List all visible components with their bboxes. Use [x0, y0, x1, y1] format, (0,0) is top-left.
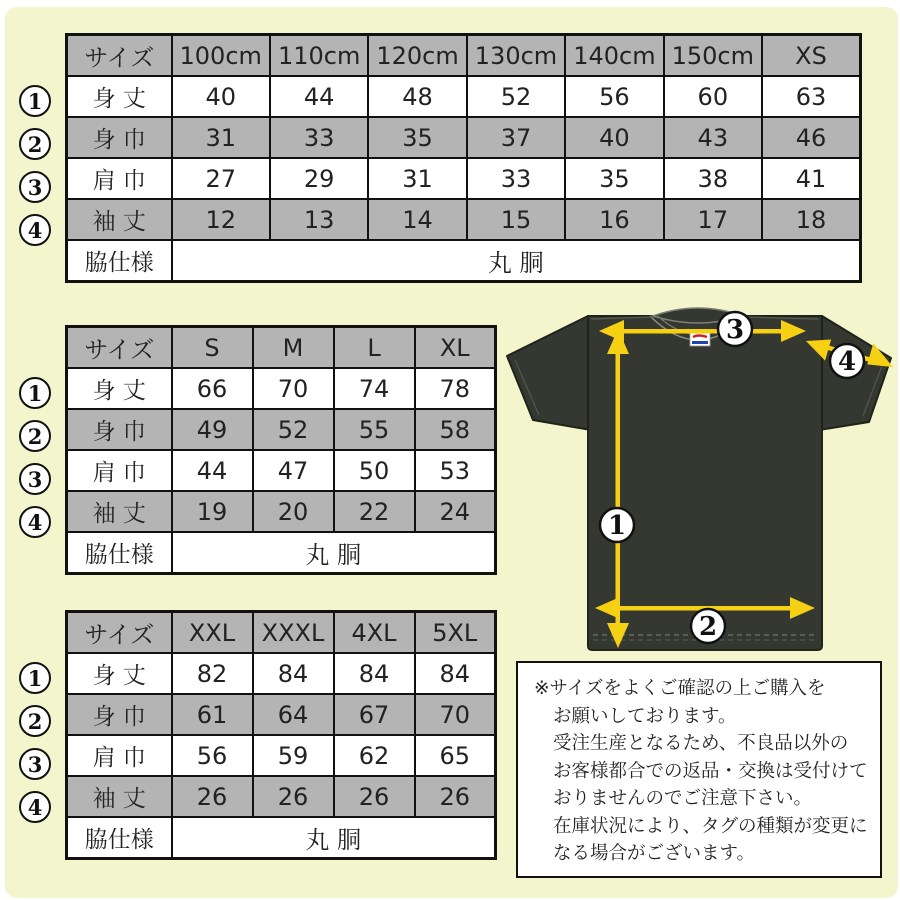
header-cell: サイズ — [67, 612, 172, 654]
value-cell: 17 — [664, 199, 762, 240]
value-cell: 84 — [334, 653, 415, 694]
value-cell: 41 — [762, 158, 860, 199]
value-cell: 67 — [334, 694, 415, 735]
value-cell: 26 — [334, 776, 415, 817]
callout-2 — [691, 609, 725, 643]
value-cell: 60 — [664, 76, 762, 117]
value-cell: 47 — [253, 450, 334, 491]
value-cell: 44 — [172, 450, 253, 491]
value-cell: 18 — [762, 199, 860, 240]
value-cell: 40 — [565, 117, 663, 158]
size-table-adult — [27, 325, 497, 575]
header-cell: 130cm — [467, 35, 565, 77]
table-header-row — [67, 327, 496, 369]
table-row — [67, 735, 496, 776]
value-cell: 58 — [415, 409, 496, 450]
row-label-cell: 袖 丈 — [67, 776, 172, 817]
table-row — [67, 76, 861, 117]
value-cell: 70 — [253, 368, 334, 409]
row-label-cell: 肩 巾 — [67, 158, 172, 199]
tshirt-diagram-svg — [495, 298, 900, 660]
table-header-row — [67, 612, 496, 654]
value-cell: 26 — [253, 776, 334, 817]
value-cell: 64 — [253, 694, 334, 735]
value-cell: 82 — [172, 653, 253, 694]
footer-label-cell: 脇仕様 — [67, 240, 172, 282]
row-marker-circle: 2 — [19, 420, 51, 452]
header-cell: XS — [762, 35, 860, 77]
table-row — [67, 199, 861, 240]
row-label-cell: 身 丈 — [67, 76, 172, 117]
header-cell: 100cm — [172, 35, 270, 77]
row-label-cell: 身 巾 — [67, 117, 172, 158]
value-cell: 78 — [415, 368, 496, 409]
value-cell: 14 — [368, 199, 466, 240]
tshirt-left-sleeve — [507, 316, 591, 430]
value-cell: 55 — [334, 409, 415, 450]
value-cell: 65 — [415, 735, 496, 776]
value-cell: 24 — [415, 491, 496, 532]
footer-label-cell: 脇仕様 — [67, 817, 172, 859]
callout-3 — [718, 312, 752, 346]
value-cell: 15 — [467, 199, 565, 240]
value-cell: 63 — [762, 76, 860, 117]
value-cell: 19 — [172, 491, 253, 532]
value-cell: 62 — [334, 735, 415, 776]
table-row — [67, 776, 496, 817]
value-cell: 56 — [565, 76, 663, 117]
svg-text:4: 4 — [837, 347, 857, 377]
size-table — [65, 610, 497, 860]
note-line: お願いしております。 — [553, 705, 737, 727]
brand-tag-icon — [690, 332, 710, 346]
footer-value-cell: 丸 胴 — [172, 817, 496, 859]
value-cell: 33 — [467, 158, 565, 199]
header-cell: 140cm — [565, 35, 663, 77]
table-row — [67, 409, 496, 450]
value-cell: 84 — [253, 653, 334, 694]
callout-4 — [830, 344, 864, 378]
header-cell: S — [172, 327, 253, 369]
row-label-cell: 袖 丈 — [67, 491, 172, 532]
callout-1 — [600, 508, 634, 542]
row-marker-circle: 1 — [19, 662, 51, 694]
header-cell: 5XL — [415, 612, 496, 654]
value-cell: 48 — [368, 76, 466, 117]
row-marker-circle: 2 — [19, 705, 51, 737]
row-marker-circle: 4 — [19, 214, 51, 246]
table-row — [67, 653, 496, 694]
row-marker-circle: 4 — [19, 791, 51, 823]
value-cell: 74 — [334, 368, 415, 409]
value-cell: 56 — [172, 735, 253, 776]
value-cell: 31 — [368, 158, 466, 199]
footer-label-cell: 脇仕様 — [67, 532, 172, 574]
table-row — [67, 117, 861, 158]
header-cell: 110cm — [270, 35, 368, 77]
value-cell: 59 — [253, 735, 334, 776]
row-marker-circle: 1 — [19, 85, 51, 117]
table-row — [67, 491, 496, 532]
svg-text:2: 2 — [698, 612, 718, 642]
value-cell: 20 — [253, 491, 334, 532]
row-label-cell: 肩 巾 — [67, 735, 172, 776]
tshirt-measurement-diagram — [495, 298, 900, 660]
table-row — [67, 450, 496, 491]
size-table — [65, 33, 862, 283]
purchase-note-box — [516, 661, 882, 878]
table-footer-row — [67, 240, 861, 282]
value-cell: 35 — [565, 158, 663, 199]
value-cell: 50 — [334, 450, 415, 491]
table-footer-row — [67, 817, 496, 859]
row-marker-circle: 1 — [19, 377, 51, 409]
value-cell: 27 — [172, 158, 270, 199]
note-line: ※サイズをよくご確認の上ご購入を — [534, 678, 826, 699]
tshirt-body — [588, 316, 822, 650]
table-footer-row — [67, 532, 496, 574]
header-cell: XXXL — [253, 612, 334, 654]
value-cell: 49 — [172, 409, 253, 450]
value-cell: 52 — [467, 76, 565, 117]
value-cell: 31 — [172, 117, 270, 158]
value-cell: 70 — [415, 694, 496, 735]
value-cell: 22 — [334, 491, 415, 532]
value-cell: 53 — [415, 450, 496, 491]
value-cell: 12 — [172, 199, 270, 240]
value-cell: 43 — [664, 117, 762, 158]
note-line: 受注生産となるため、不良品以外の — [553, 733, 849, 754]
header-cell: XL — [415, 327, 496, 369]
value-cell: 37 — [467, 117, 565, 158]
size-table — [65, 325, 497, 575]
value-cell: 29 — [270, 158, 368, 199]
svg-text:3: 3 — [725, 315, 745, 345]
row-marker-circle: 4 — [19, 506, 51, 538]
value-cell: 46 — [762, 117, 860, 158]
value-cell: 26 — [415, 776, 496, 817]
row-marker-circle: 3 — [19, 171, 51, 203]
row-marker-circle: 3 — [19, 748, 51, 780]
table-header-row — [67, 35, 861, 77]
table-row — [67, 158, 861, 199]
row-marker-circle: 2 — [19, 128, 51, 160]
header-cell: XXL — [172, 612, 253, 654]
size-table-kids — [27, 33, 862, 283]
value-cell: 61 — [172, 694, 253, 735]
value-cell: 44 — [270, 76, 368, 117]
footer-value-cell: 丸 胴 — [172, 240, 861, 282]
note-line: おりませんのでご注意下さい。 — [553, 788, 813, 809]
row-label-cell: 身 巾 — [67, 409, 172, 450]
size-table-big — [27, 610, 497, 860]
footer-value-cell: 丸 胴 — [172, 532, 496, 574]
row-label-cell: 肩 巾 — [67, 450, 172, 491]
value-cell: 38 — [664, 158, 762, 199]
row-label-cell: 身 丈 — [67, 653, 172, 694]
value-cell: 13 — [270, 199, 368, 240]
value-cell: 35 — [368, 117, 466, 158]
row-marker-circle: 3 — [19, 463, 51, 495]
header-cell: 4XL — [334, 612, 415, 654]
value-cell: 66 — [172, 368, 253, 409]
row-label-cell: 身 丈 — [67, 368, 172, 409]
value-cell: 26 — [172, 776, 253, 817]
header-cell: サイズ — [67, 35, 172, 77]
header-cell: 120cm — [368, 35, 466, 77]
header-cell: 150cm — [664, 35, 762, 77]
note-line: なる場合がございます。 — [553, 843, 756, 864]
table-row — [67, 694, 496, 735]
row-label-cell: 袖 丈 — [67, 199, 172, 240]
svg-text:1: 1 — [607, 511, 627, 541]
note-line: 在庫状況により、タグの種類が変更に — [553, 815, 868, 837]
row-label-cell: 身 巾 — [67, 694, 172, 735]
header-cell: M — [253, 327, 334, 369]
value-cell: 84 — [415, 653, 496, 694]
table-row — [67, 368, 496, 409]
value-cell: 16 — [565, 199, 663, 240]
value-cell: 33 — [270, 117, 368, 158]
note-line: お客様都合での返品・交換は受付けて — [553, 760, 868, 782]
header-cell: サイズ — [67, 327, 172, 369]
value-cell: 40 — [172, 76, 270, 117]
header-cell: L — [334, 327, 415, 369]
value-cell: 52 — [253, 409, 334, 450]
